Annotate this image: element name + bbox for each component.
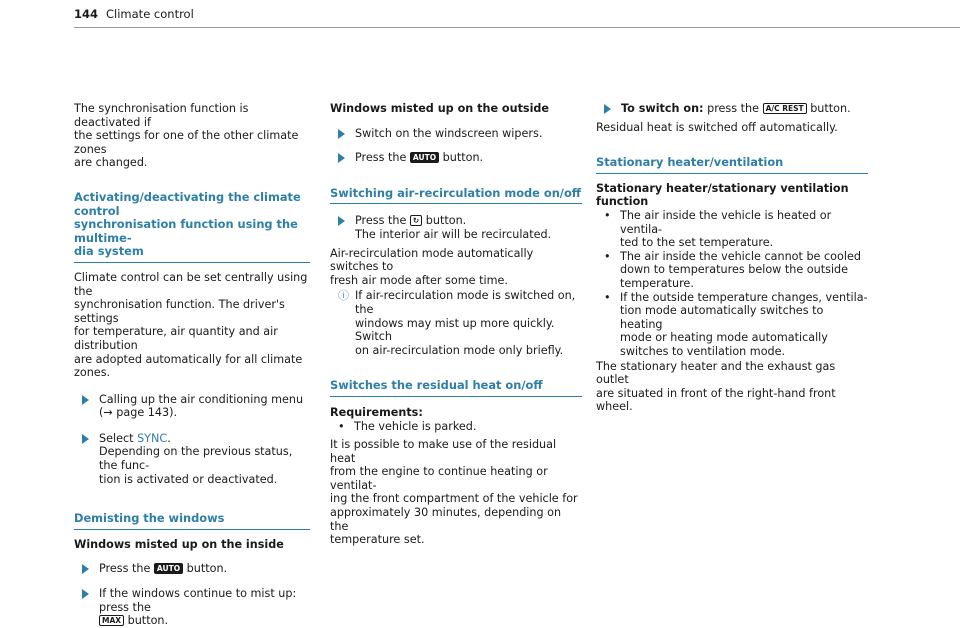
step-arrow-icon [82,434,89,444]
info-icon: ⓘ [338,289,349,303]
step-press-auto-2: Press the AUTO button. [330,151,582,165]
intro-paragraph: The synchronisation function is deactivated if the settings for one of the other climate zones are changed. [74,102,299,170]
bullet-item: • If the outside temperature changes, ventila- tion mode automatically switches to heating mode or heating mode automatically switches to ventilation mode. [604,290,868,358]
section-heading-recirc: Switching air-recirculation mode on/off [330,187,582,205]
step-call-menu: Calling up the air conditioning menu (→ page 143). [74,393,310,420]
auto-button-icon: AUTO [410,152,439,163]
sync-paragraph: Climate control can be set centrally using the synchronisation function. The driver's settings for temperature, air quantity and air distribution are adopted automatically for all climate zones. [74,270,308,380]
step-arrow-icon [82,564,89,574]
residual-off-text: Residual heat is switched off automatically. [596,120,838,134]
step-switch-on: To switch on: press the A/C REST button. [596,102,868,116]
step-arrow-icon [338,216,345,226]
page-header [74,8,194,22]
section-heading-stationary: Stationary heater/ventilation [596,156,868,174]
page-title: Climate control [106,7,194,21]
section-heading-demisting: Demisting the windows [74,512,310,530]
header-divider [74,27,960,28]
step-arrow-icon [338,129,345,139]
info-note: ⓘ If air-recirculation mode is switched on, the windows may mist up more quickly. Switch on air-recirculation mode only briefly. [338,289,576,357]
ac-rest-icon: A/C REST [763,103,807,114]
bullet-item: • The air inside the vehicle cannot be cooled down to temperatures below the outside temperature. [604,249,861,290]
step-arrow-icon [82,589,89,599]
bullet-item: • The air inside the vehicle is heated or ventila- ted to the set temperature. [604,208,832,250]
section-heading-residual: Switches the residual heat on/off [330,379,582,397]
requirements-heading: Requirements: [330,405,423,419]
requirement-item: • The vehicle is parked. [338,419,477,433]
recirc-paragraph: Air-recirculation mode automatically switches to fresh air mode after some time. [330,246,534,287]
step-wipers: Switch on the windscreen wipers. [330,127,582,141]
stationary-location-paragraph: The stationary heater and the exhaust gas outlet are situated in front of the right-hand front wheel. [596,359,836,414]
column-1 [74,102,310,628]
subheading-stationary: Stationary heater/stationary ventilation function [596,181,849,209]
subheading-inside: Windows misted up on the inside [74,537,284,551]
step-press-maxdef: If the windows continue to mist up: press the MAX button. [74,587,310,628]
residual-paragraph: It is possible to make use of the residual heat from the engine to continue heating or ventilat- ing the front compartment of the vehicle for approximately 30 minutes, depending on the temperature set. [330,438,578,547]
recirculation-icon: ↻ [410,215,422,226]
step-press-auto: Press the AUTO button. [74,562,310,576]
subheading-outside: Windows misted up on the outside [330,102,550,115]
step-press-recirc: Press the ↻ button. The interior air will be recirculated. [330,214,582,241]
auto-button-icon: AUTO [154,563,183,574]
section-heading-sync: Activating/deactivating the climate control synchronisation function using the multime- dia system [74,191,310,263]
step-arrow-icon [82,395,89,405]
max-defrost-icon: MAX [99,615,124,626]
step-arrow-icon [338,153,345,163]
step-arrow-icon [604,104,611,114]
column-3 [596,102,868,414]
column-2 [330,102,582,547]
page-number: 144 [74,7,99,21]
sync-menu-item[interactable]: SYNC [137,431,168,445]
step-select-sync: Select SYNC. Depending on the previous status, the func- tion is activated or deactivated. [74,432,310,486]
